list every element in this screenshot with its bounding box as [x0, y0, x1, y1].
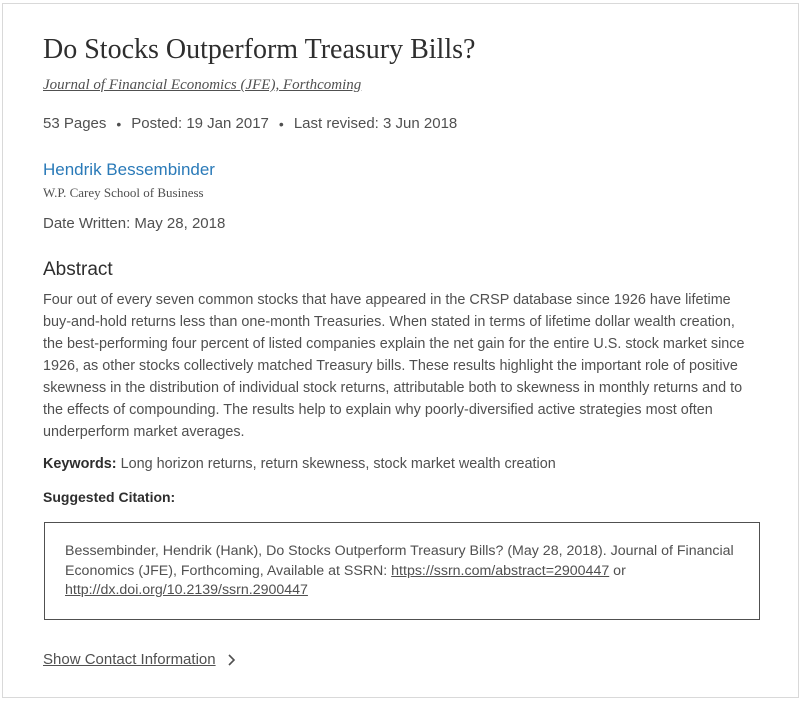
paper-meta	[43, 115, 457, 132]
doi-link[interactable]: http://dx.doi.org/10.2139/ssrn.2900447	[65, 582, 308, 598]
paper-title: Do Stocks Outperform Treasury Bills?	[43, 34, 476, 65]
chevron-right-icon	[226, 653, 238, 667]
date-written: Date Written: May 28, 2018	[43, 215, 226, 232]
posted-date: Posted: 19 Jan 2017	[131, 115, 269, 132]
contact-link-label: Show Contact Information	[43, 651, 216, 668]
citation-body: Bessembinder, Hendrik (Hank), Do Stocks Outperform Treasury Bills? (May 28, 2018). Journal of Financial Economics (JFE), Forthcoming, Available at SSRN:	[65, 543, 734, 579]
meta-separator: •	[278, 115, 284, 132]
page-count: 53 Pages	[43, 115, 107, 132]
author-link[interactable]: Hendrik Bessembinder	[43, 160, 215, 179]
abstract-text: Four out of every seven common stocks that have appeared in the CRSP database since 1926 have lifetime buy-and-hold returns less than one-month Treasuries. When stated in terms of lifetime dollar wealth creation, the best-performing four percent of listed companies explain the net gain for the entire U.S. stock market since 1926, as other stocks collectively matched Treasury bills. These results highlight the important role of positive skewness in the distribution of individual stock returns, attributable both to skewness in monthly returns and to the effects of compounding. The results help to explain why poorly-diversified active strategies most often underperform market averages.	[43, 292, 745, 440]
author-affiliation: W.P. Carey School of Business	[43, 185, 204, 200]
citation-box	[44, 522, 760, 620]
citation-or: or	[609, 562, 626, 579]
last-revised-date: Last revised: 3 Jun 2018	[293, 115, 458, 132]
meta-separator: •	[116, 115, 122, 132]
ssrn-link[interactable]: https://ssrn.com/abstract=2900447	[391, 562, 610, 579]
abstract-heading: Abstract	[43, 259, 113, 280]
paper-card	[2, 3, 799, 698]
keywords	[43, 456, 556, 472]
keywords-value: Long horizon returns, return skewness, stock market wealth creation	[120, 456, 556, 472]
show-contact-information-link[interactable]	[43, 651, 238, 668]
keywords-label: Keywords:	[43, 456, 117, 472]
suggested-citation-label: Suggested Citation:	[43, 489, 176, 505]
journal-link[interactable]: Journal of Financial Economics (JFE), Forthcoming	[43, 77, 362, 93]
citation-text	[65, 542, 739, 601]
